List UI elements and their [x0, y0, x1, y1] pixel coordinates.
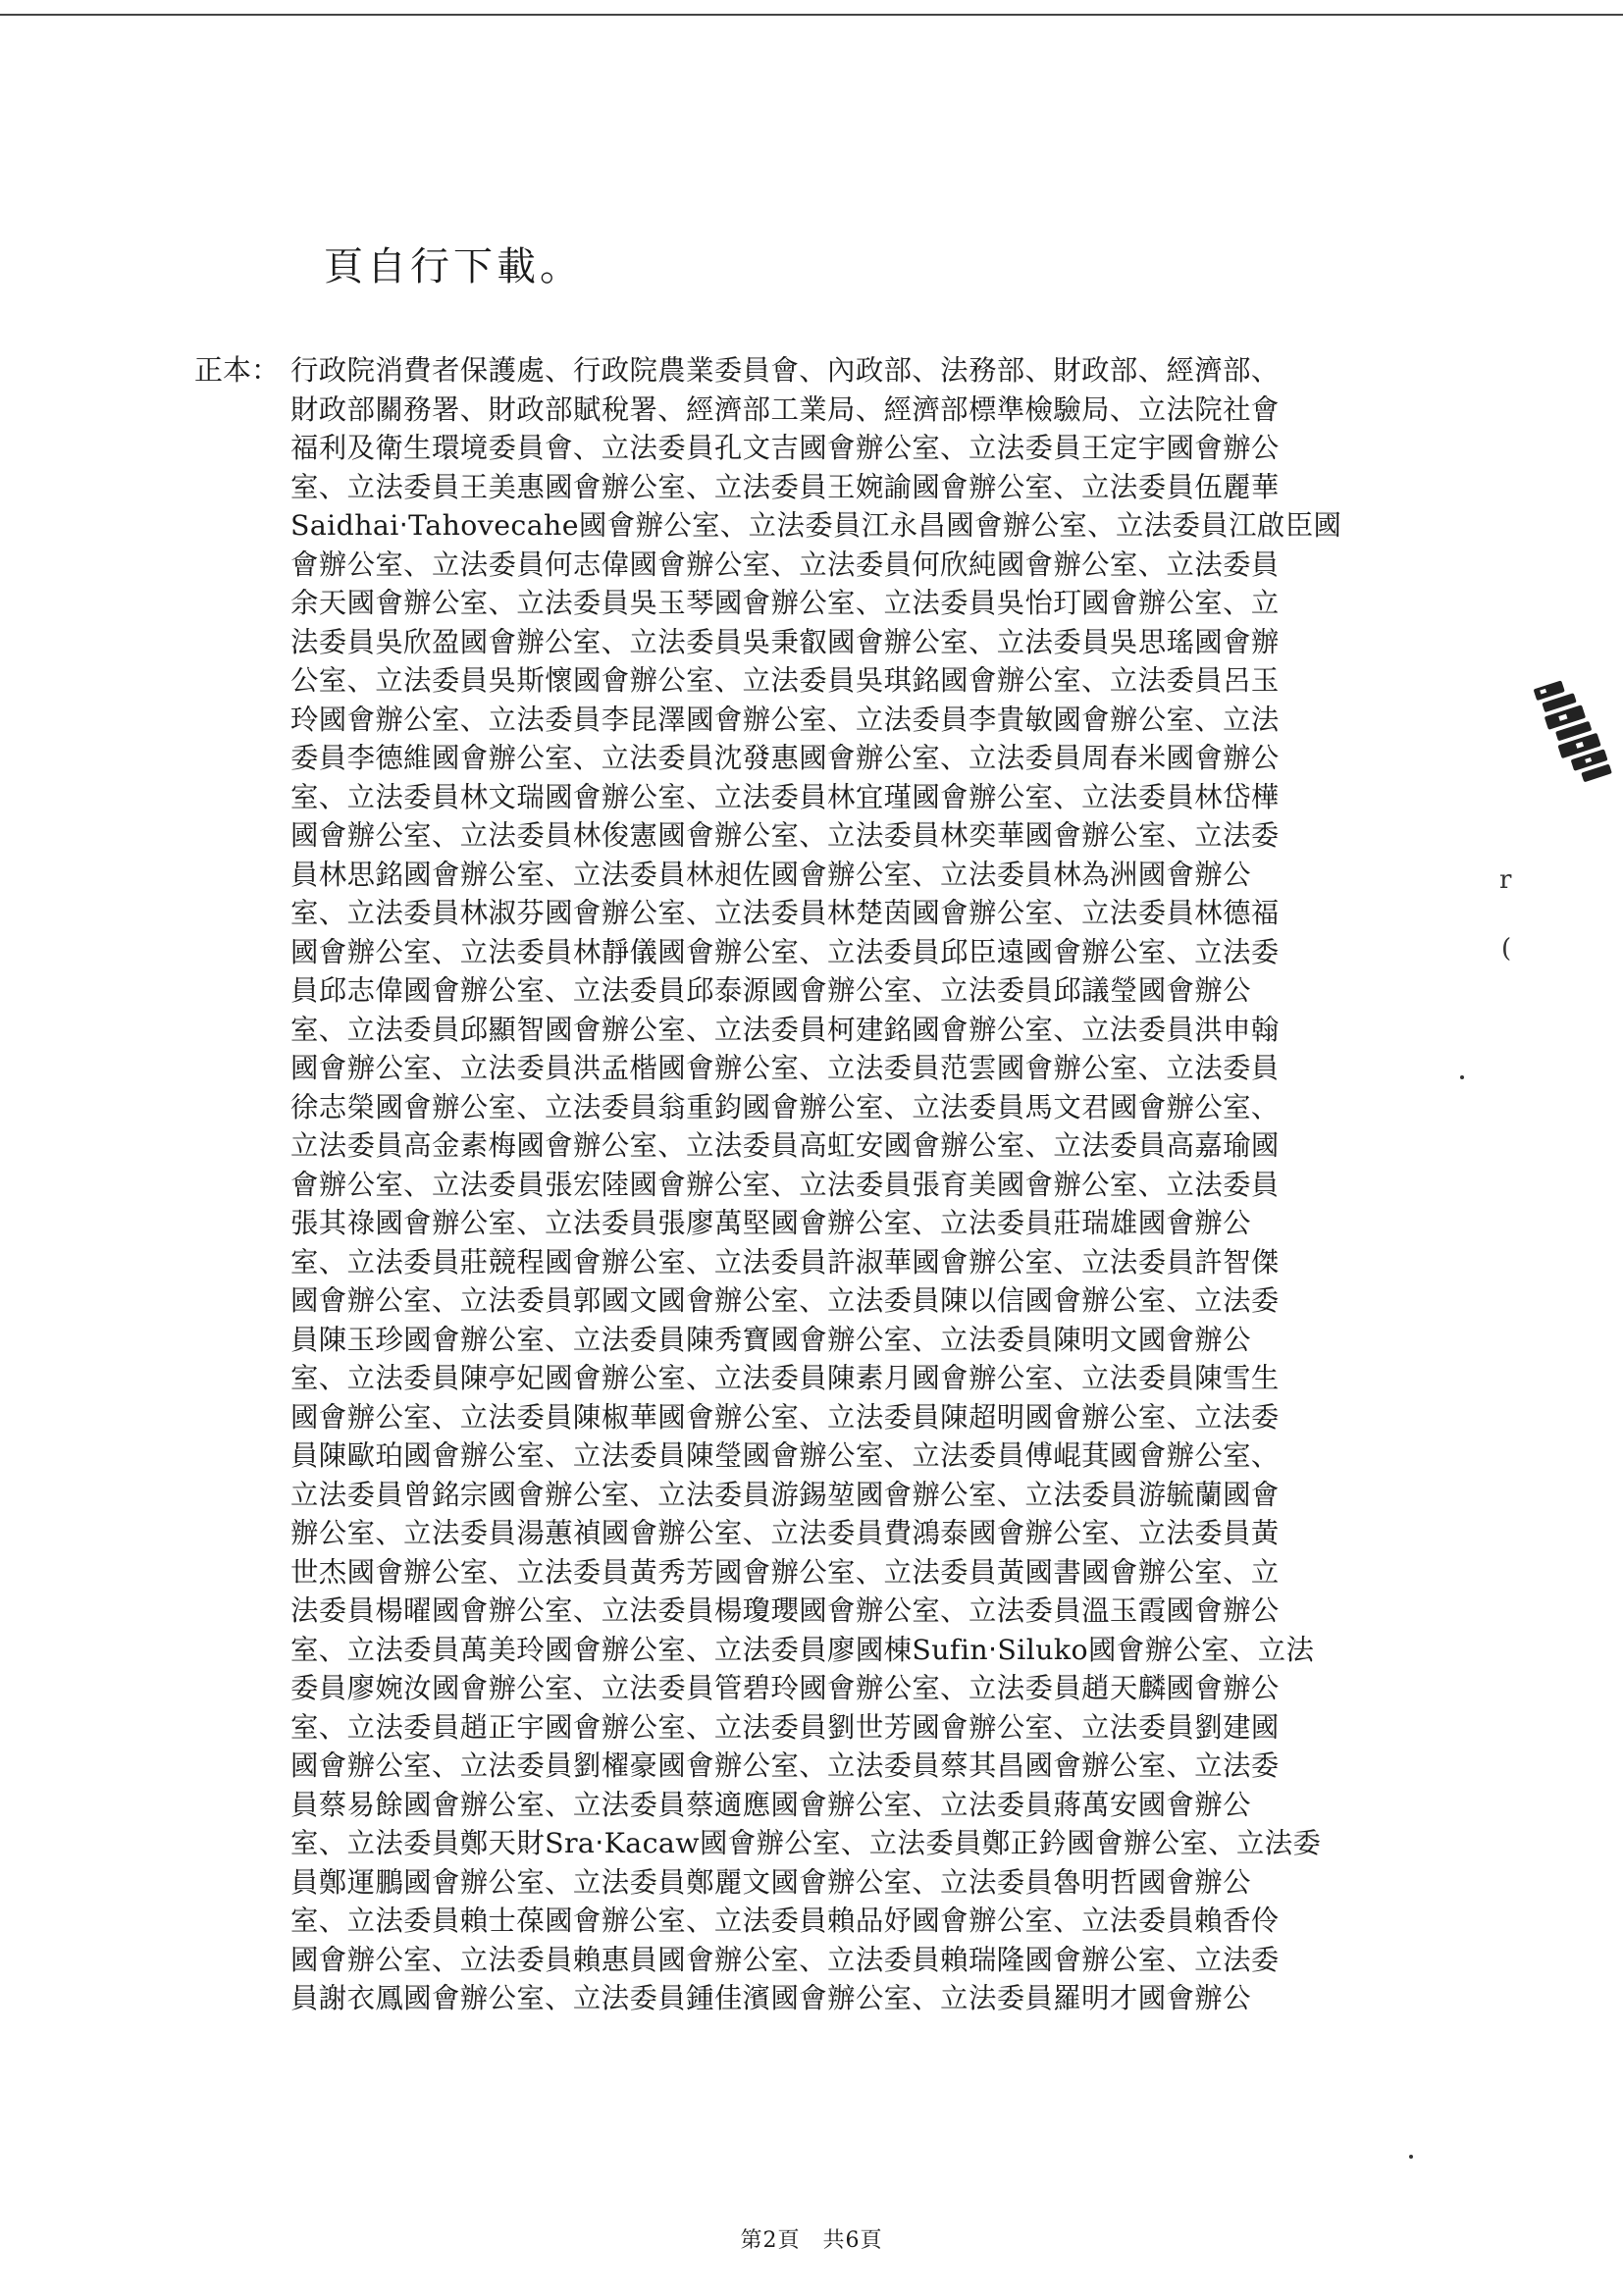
- distribution-line: 室、立法委員林淑芬國會辦公室、立法委員林楚茵國會辦公室、立法委員林德福: [290, 897, 1280, 929]
- distribution-line: 員謝衣鳳國會辦公室、立法委員鍾佳濱國會辦公室、立法委員羅明才國會辦公: [290, 1982, 1251, 2014]
- distribution-line: 室、立法委員林文瑞國會辦公室、立法委員林宜瑾國會辦公室、立法委員林岱樺: [290, 780, 1280, 813]
- distribution-line: 委員李德維國會辦公室、立法委員沈發惠國會辦公室、立法委員周春米國會辦公: [290, 742, 1280, 774]
- speck: [1460, 1075, 1464, 1079]
- distribution-line: 立法委員高金素梅國會辦公室、立法委員高虹安國會辦公室、立法委員高嘉瑜國: [290, 1129, 1280, 1162]
- seal-stamp-icon: [1526, 666, 1622, 798]
- distribution-line: 余天國會辦公室、立法委員吳玉琴國會辦公室、立法委員吳怡玎國會辦公室、立: [290, 587, 1280, 619]
- distribution-line: 會辦公室、立法委員張宏陸國會辦公室、立法委員張育美國會辦公室、立法委員: [290, 1168, 1280, 1201]
- distribution-line: 員陳玉珍國會辦公室、立法委員陳秀寶國會辦公室、立法委員陳明文國會辦公: [290, 1323, 1251, 1356]
- distribution-line: 辦公室、立法委員湯蕙禎國會辦公室、立法委員費鴻泰國會辦公室、立法委員黃: [290, 1517, 1280, 1549]
- distribution-line: 室、立法委員邱顯智國會辦公室、立法委員柯建銘國會辦公室、立法委員洪申翰: [290, 1013, 1280, 1046]
- distribution-line: 員邱志偉國會辦公室、立法委員邱泰源國會辦公室、立法委員邱議瑩國會辦公: [290, 974, 1251, 1007]
- distribution-line: 室、立法委員陳亭妃國會辦公室、立法委員陳素月國會辦公室、立法委員陳雪生: [290, 1362, 1280, 1394]
- distribution-line: 立法委員曾銘宗國會辦公室、立法委員游錫堃國會辦公室、立法委員游毓蘭國會: [290, 1478, 1280, 1511]
- distribution-line: 室、立法委員趙正宇國會辦公室、立法委員劉世芳國會辦公室、立法委員劉建國: [290, 1710, 1280, 1744]
- distribution-line: 國會辦公室、立法委員劉櫂豪國會辦公室、立法委員蔡其昌國會辦公室、立法委: [290, 1749, 1280, 1782]
- distribution-line: 財政部關務署、財政部賦稅署、經濟部工業局、經濟部標準檢驗局、立法院社會: [290, 392, 1280, 426]
- distribution-line: 張其祿國會辦公室、立法委員張廖萬堅國會辦公室、立法委員莊瑞雄國會辦公: [290, 1207, 1251, 1239]
- distribution-line: 福利及衛生環境委員會、立法委員孔文吉國會辦公室、立法委員王定宇國會辦公: [290, 432, 1280, 464]
- distribution-line: 國會辦公室、立法委員林靜儀國會辦公室、立法委員邱臣遠國會辦公室、立法委: [290, 935, 1280, 968]
- distribution-line: 員陳歐珀國會辦公室、立法委員陳瑩國會辦公室、立法委員傅崐萁國會辦公室、: [290, 1439, 1280, 1472]
- distribution-line: 國會辦公室、立法委員陳椒華國會辦公室、立法委員陳超明國會辦公室、立法委: [290, 1400, 1280, 1434]
- distribution-line: 室、立法委員鄭天財Sra‧Kacaw國會辦公室、立法委員鄭正鈐國會辦公室、立法委: [290, 1827, 1322, 1859]
- margin-mark: r: [1499, 865, 1512, 895]
- distribution-line: 國會辦公室、立法委員賴惠員國會辦公室、立法委員賴瑞隆國會辦公室、立法委: [290, 1943, 1280, 1976]
- distribution-line: 室、立法委員賴士葆國會辦公室、立法委員賴品妤國會辦公室、立法委員賴香伶: [290, 1905, 1280, 1937]
- distribution-line: 國會辦公室、立法委員郭國文國會辦公室、立法委員陳以信國會辦公室、立法委: [290, 1284, 1280, 1317]
- distribution-line: 法委員吳欣盈國會辦公室、立法委員吳秉叡國會辦公室、立法委員吳思瑤國會辦: [290, 625, 1280, 658]
- continuation-text: 頁自行下載。: [324, 244, 583, 289]
- distribution-line: 委員廖婉汝國會辦公室、立法委員管碧玲國會辦公室、立法委員趙天麟國會辦公: [290, 1672, 1280, 1704]
- distribution-line: Saidhai‧Tahovecahe國會辦公室、立法委員江永昌國會辦公室、立法委員江啟臣國: [290, 509, 1342, 542]
- distribution-line: 員鄭運鵬國會辦公室、立法委員鄭麗文國會辦公室、立法委員魯明哲國會辦公: [290, 1865, 1251, 1899]
- distribution-line: 世杰國會辦公室、立法委員黃秀芳國會辦公室、立法委員黃國書國會辦公室、立: [290, 1555, 1280, 1589]
- page-number: 第2頁 共6頁: [740, 2228, 883, 2253]
- distribution-line: 徐志榮國會辦公室、立法委員翁重鈞國會辦公室、立法委員馬文君國會辦公室、: [290, 1090, 1280, 1123]
- distribution-line: 室、立法委員莊競程國會辦公室、立法委員許淑華國會辦公室、立法委員許智傑: [290, 1245, 1280, 1278]
- distribution-line: 玲國會辦公室、立法委員李昆澤國會辦公室、立法委員李貴敏國會辦公室、立法: [290, 703, 1280, 736]
- distribution-line: 員林思銘國會辦公室、立法委員林昶佐國會辦公室、立法委員林為洲國會辦公: [290, 858, 1251, 891]
- distribution-line: 會辦公室、立法委員何志偉國會辦公室、立法委員何欣純國會辦公室、立法委員: [290, 548, 1280, 581]
- top-rule: [0, 14, 1623, 16]
- distribution-line: 室、立法委員萬美玲國會辦公室、立法委員廖國棟Sufin‧Siluko國會辦公室、立法: [290, 1633, 1315, 1666]
- distribution-label: 正本：: [194, 353, 281, 387]
- distribution-line: 法委員楊曜國會辦公室、立法委員楊瓊瓔國會辦公室、立法委員溫玉霞國會辦公: [290, 1594, 1280, 1627]
- distribution-line: 國會辦公室、立法委員林俊憲國會辦公室、立法委員林奕華國會辦公室、立法委: [290, 819, 1280, 852]
- distribution-lines: [290, 351, 1460, 2018]
- distribution-line: 室、立法委員王美惠國會辦公室、立法委員王婉諭國會辦公室、立法委員伍麗華: [290, 470, 1280, 503]
- distribution-line: 行政院消費者保護處、行政院農業委員會、內政部、法務部、財政部、經濟部、: [290, 354, 1280, 387]
- speck: [1409, 2155, 1413, 2159]
- distribution-line: 公室、立法委員吳斯懷國會辦公室、立法委員吳琪銘國會辦公室、立法委員呂玉: [290, 664, 1280, 697]
- distribution-line: 國會辦公室、立法委員洪孟楷國會辦公室、立法委員范雲國會辦公室、立法委員: [290, 1052, 1280, 1084]
- distribution-line: 員蔡易餘國會辦公室、立法委員蔡適應國會辦公室、立法委員蔣萬安國會辦公: [290, 1788, 1251, 1821]
- margin-mark: (: [1501, 934, 1512, 964]
